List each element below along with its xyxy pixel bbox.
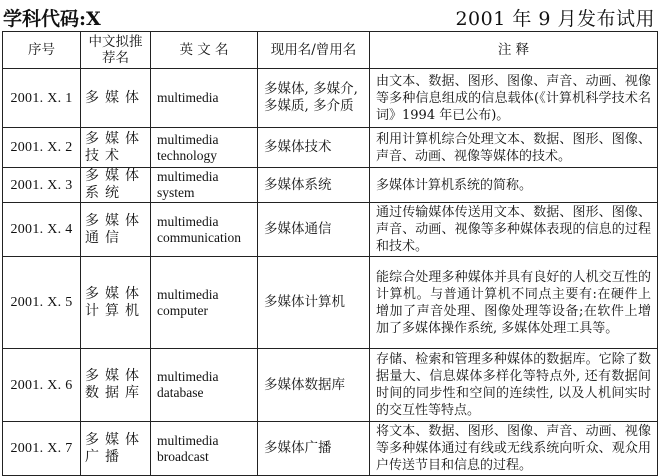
col-header-code: 序号 (3, 32, 81, 69)
term-en-name: multimedia technology (151, 128, 258, 168)
term-en-name: multimedia system (151, 168, 258, 203)
term-code: 2001. X. 4 (3, 203, 81, 257)
table-header-row (3, 32, 658, 69)
term-current-name: 多媒体数据库 (258, 349, 370, 422)
term-en-name: multimedia database (151, 349, 258, 422)
term-en-name: multimedia computer (151, 257, 258, 349)
col-header-note: 注 释 (370, 32, 658, 69)
release-date: 2001 年 9 月发布试用 (455, 7, 655, 30)
term-code: 2001. X. 1 (3, 69, 81, 128)
term-code: 2001. X. 3 (3, 168, 81, 203)
term-note: 能综合处理多种媒体并具有良好的人机交互性的计算机。与普通计算机不同点主要有:在硬件上增加了声音处理、图像处理等设备;在软件上增加了多媒体操作系统, 多媒体处理工具等。 (370, 257, 658, 349)
term-note: 通过传输媒体传送用文本、数据、图形、图像、声音、动画、视像等多种媒体表现的信息的过程和技术。 (370, 203, 658, 257)
term-current-name: 多媒体, 多媒介, 多媒质, 多介质 (258, 69, 370, 128)
term-en-name: multimedia communication (151, 203, 258, 257)
table-row (3, 168, 658, 203)
term-note: 将文本、数据、图形、图像、声音、动画、视像等多种媒体通过有线或无线系统向听众、观众用户传送节目和信息的过程。 (370, 422, 658, 476)
term-code: 2001. X. 6 (3, 349, 81, 422)
term-cn-name: 多媒体 (81, 69, 151, 128)
page-header (3, 2, 655, 32)
term-code: 2001. X. 2 (3, 128, 81, 168)
subject-code: 学科代码:X (3, 7, 101, 30)
term-en-name: multimedia broadcast (151, 422, 258, 476)
term-note: 多媒体计算机系统的简称。 (370, 168, 658, 203)
table-row (3, 69, 658, 128)
table-row (3, 422, 658, 476)
terms-table (2, 31, 658, 476)
term-en-name: multimedia (151, 69, 258, 128)
term-cn-name: 多媒体系统 (81, 168, 151, 203)
term-current-name: 多媒体技术 (258, 128, 370, 168)
term-cn-name: 多媒体广播 (81, 422, 151, 476)
term-note: 利用计算机综合处理文本、数据、图形、图像、声音、动画、视像等媒体的技术。 (370, 128, 658, 168)
term-current-name: 多媒体系统 (258, 168, 370, 203)
term-cn-name: 多媒体数据库 (81, 349, 151, 422)
term-current-name: 多媒体广播 (258, 422, 370, 476)
term-current-name: 多媒体计算机 (258, 257, 370, 349)
term-note: 由文本、数据、图形、图像、声音、动画、视像等多种信息组成的信息载体(《计算机科学技术名词》1994 年已公布)。 (370, 69, 658, 128)
term-current-name: 多媒体通信 (258, 203, 370, 257)
table-row (3, 128, 658, 168)
table-row (3, 257, 658, 349)
term-note: 存储、检索和管理多种媒体的数据库。它除了数据量大、信息媒体多样化等特点外, 还有数据间时间的同步性和空间的连续性, 以及人机间实时的交互性等特点。 (370, 349, 658, 422)
table-row (3, 203, 658, 257)
term-cn-name: 多媒体通信 (81, 203, 151, 257)
col-header-cn: 中文拟推荐名 (81, 32, 151, 69)
term-code: 2001. X. 7 (3, 422, 81, 476)
col-header-current: 现用名/曾用名 (258, 32, 370, 69)
term-code: 2001. X. 5 (3, 257, 81, 349)
term-cn-name: 多媒体技术 (81, 128, 151, 168)
table-row (3, 349, 658, 422)
term-cn-name: 多媒体计算机 (81, 257, 151, 349)
col-header-en: 英 文 名 (151, 32, 258, 69)
